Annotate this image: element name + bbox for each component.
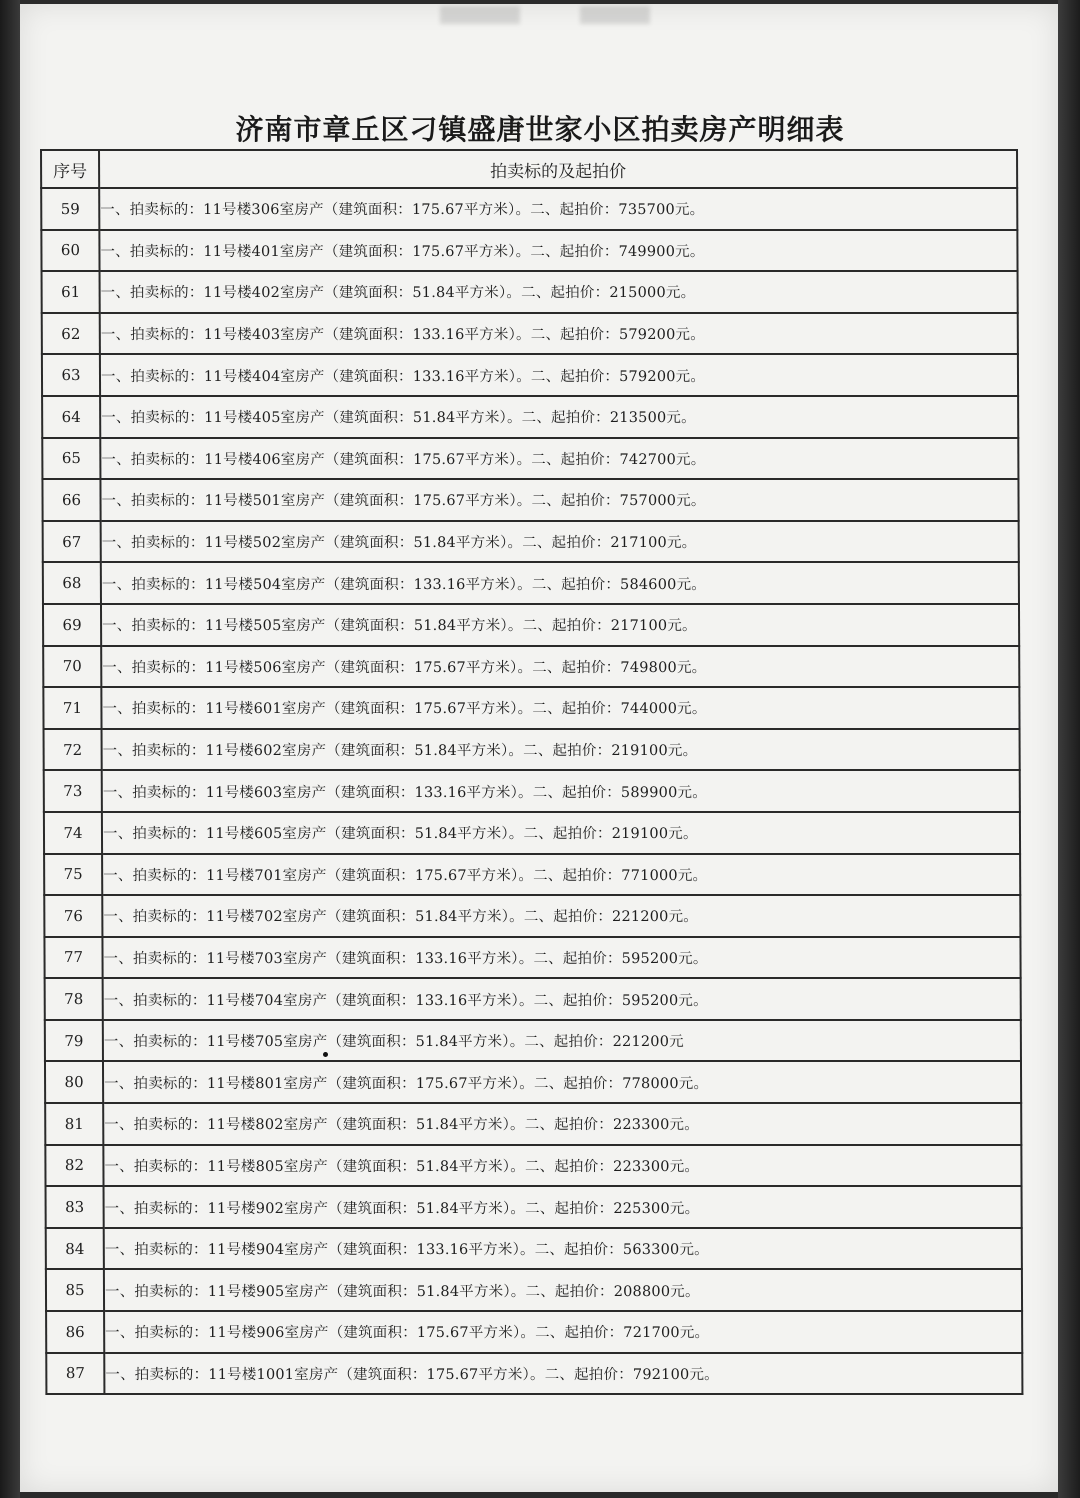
row-description: 一、拍卖标的：11号楼705室房产（建筑面积：51.84平方米）。二、起拍价：221200元 [103,1020,1021,1062]
table-row [42,479,1018,521]
row-description: 一、拍卖标的：11号楼703室房产（建筑面积：133.16平方米）。二、起拍价：595200元。 [102,937,1020,979]
row-number: 59 [41,188,99,230]
row-number: 73 [44,770,102,812]
header-desc: 拍卖标的及起拍价 [99,150,1017,188]
row-description: 一、拍卖标的：11号楼403室房产（建筑面积：133.16平方米）。二、起拍价：579200元。 [100,313,1018,355]
row-description: 一、拍卖标的：11号楼306室房产（建筑面积：175.67平方米）。二、起拍价：735700元。 [99,188,1017,230]
row-description: 一、拍卖标的：11号楼1001室房产（建筑面积：175.67平方米）。二、起拍价：792100元。 [104,1353,1022,1395]
row-number: 83 [46,1186,104,1228]
row-description: 一、拍卖标的：11号楼802室房产（建筑面积：51.84平方米）。二、起拍价：223300元。 [103,1103,1021,1145]
table-row [42,438,1018,480]
table-row [44,937,1020,979]
row-number: 71 [43,687,101,729]
row-description: 一、拍卖标的：11号楼906室房产（建筑面积：175.67平方米）。二、起拍价：721700元。 [104,1311,1022,1353]
row-number: 66 [42,479,100,521]
row-description: 一、拍卖标的：11号楼905室房产（建筑面积：51.84平方米）。二、起拍价：208800元。 [104,1269,1022,1311]
row-description: 一、拍卖标的：11号楼505室房产（建筑面积：51.84平方米）。二、起拍价：217100元。 [101,604,1019,646]
row-number: 86 [46,1311,104,1353]
row-description: 一、拍卖标的：11号楼702室房产（建筑面积：51.84平方米）。二、起拍价：221200元。 [102,895,1020,937]
table-row [41,230,1017,272]
table-row [45,1061,1021,1103]
row-description: 一、拍卖标的：11号楼902室房产（建筑面积：51.84平方米）。二、起拍价：225300元。 [104,1186,1022,1228]
table-row [45,1145,1021,1187]
table-row [46,1269,1022,1311]
row-number: 67 [43,521,101,563]
table-row [41,188,1017,230]
table-body [41,188,1022,1394]
row-description: 一、拍卖标的：11号楼701室房产（建筑面积：175.67平方米）。二、起拍价：771000元。 [102,854,1020,896]
row-number: 74 [44,812,102,854]
row-description: 一、拍卖标的：11号楼801室房产（建筑面积：175.67平方米）。二、起拍价：778000元。 [103,1061,1021,1103]
row-description: 一、拍卖标的：11号楼605室房产（建筑面积：51.84平方米）。二、起拍价：219100元。 [102,812,1020,854]
table-row [44,770,1020,812]
row-number: 63 [42,354,100,396]
row-description: 一、拍卖标的：11号楼805室房产（建筑面积：51.84平方米）。二、起拍价：223300元。 [103,1145,1021,1187]
row-description: 一、拍卖标的：11号楼502室房产（建筑面积：51.84平方米）。二、起拍价：217100元。 [101,521,1019,563]
table-row [46,1353,1022,1395]
row-number: 81 [45,1103,103,1145]
scan-border-right [1058,0,1080,1498]
table-row [42,354,1018,396]
ink-speck [323,1052,328,1057]
auction-table [40,149,1023,1395]
bleed-through-mark [440,6,520,24]
row-number: 65 [42,438,100,480]
table-row [42,313,1018,355]
header-no: 序号 [41,150,99,188]
table-row [43,521,1019,563]
table-row [43,562,1019,604]
row-number: 69 [43,604,101,646]
table-row [45,978,1021,1020]
table-row [44,854,1020,896]
table-row [46,1228,1022,1270]
row-number: 82 [45,1145,103,1187]
row-number: 76 [44,895,102,937]
row-description: 一、拍卖标的：11号楼404室房产（建筑面积：133.16平方米）。二、起拍价：579200元。 [100,354,1018,396]
row-description: 一、拍卖标的：11号楼602室房产（建筑面积：51.84平方米）。二、起拍价：219100元。 [102,729,1020,771]
row-description: 一、拍卖标的：11号楼501室房产（建筑面积：175.67平方米）。二、起拍价：757000元。 [100,479,1018,521]
row-description: 一、拍卖标的：11号楼904室房产（建筑面积：133.16平方米）。二、起拍价：563300元。 [104,1228,1022,1270]
table-row [46,1186,1022,1228]
scan-border-left [0,0,20,1498]
row-number: 79 [45,1020,103,1062]
row-number: 77 [44,937,102,979]
row-number: 72 [44,729,102,771]
table-row [43,687,1019,729]
row-number: 87 [46,1353,104,1395]
row-number: 80 [45,1061,103,1103]
table-row [43,604,1019,646]
table-row [44,729,1020,771]
row-description: 一、拍卖标的：11号楼603室房产（建筑面积：133.16平方米）。二、起拍价：589900元。 [102,770,1020,812]
row-description: 一、拍卖标的：11号楼405室房产（建筑面积：51.84平方米）。二、起拍价：213500元。 [100,396,1018,438]
row-description: 一、拍卖标的：11号楼506室房产（建筑面积：175.67平方米）。二、起拍价：749800元。 [101,646,1019,688]
table-row [42,396,1018,438]
row-number: 85 [46,1269,104,1311]
row-description: 一、拍卖标的：11号楼406室房产（建筑面积：175.67平方米）。二、起拍价：742700元。 [100,438,1018,480]
document-title: 济南市章丘区刁镇盛唐世家小区拍卖房产明细表 [235,113,845,146]
table-row [43,646,1019,688]
row-number: 68 [43,562,101,604]
table-row [46,1311,1022,1353]
row-number: 61 [42,271,100,313]
row-description: 一、拍卖标的：11号楼401室房产（建筑面积：175.67平方米）。二、起拍价：749900元。 [99,230,1017,272]
table-row [45,1020,1021,1062]
row-description: 一、拍卖标的：11号楼601室房产（建筑面积：175.67平方米）。二、起拍价：744000元。 [101,687,1019,729]
row-description: 一、拍卖标的：11号楼704室房产（建筑面积：133.16平方米）。二、起拍价：595200元。 [103,978,1021,1020]
row-number: 78 [45,978,103,1020]
row-number: 60 [41,230,99,272]
table-row [42,271,1018,313]
table-row [45,1103,1021,1145]
table-row [44,895,1020,937]
table-header-row [41,150,1017,188]
table-row [44,812,1020,854]
row-number: 62 [42,313,100,355]
row-description: 一、拍卖标的：11号楼504室房产（建筑面积：133.16平方米）。二、起拍价：584600元。 [101,562,1019,604]
row-number: 84 [46,1228,104,1270]
row-number: 75 [44,854,102,896]
row-description: 一、拍卖标的：11号楼402室房产（建筑面积：51.84平方米）。二、起拍价：215000元。 [100,271,1018,313]
row-number: 70 [43,646,101,688]
bleed-through-mark [580,6,650,24]
row-number: 64 [42,396,100,438]
